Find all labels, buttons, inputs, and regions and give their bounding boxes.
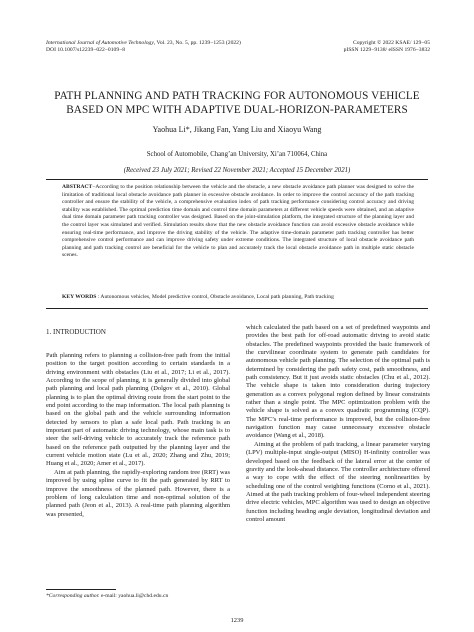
footnote-rule [46, 589, 116, 590]
right-column [246, 324, 430, 524]
keywords [62, 294, 414, 302]
abstract [62, 184, 414, 260]
keywords-text: : Autonomous vehicles, Model predictive control, Obstacle avoidance, Local path planning, Path tracking [96, 294, 334, 300]
paragraph: Aim at path planning, the rapidly-exploring random tree (RRT) was improved by using spline curve to fit the path generated by RRT to improve the smoothness of the planned path. However, there is a problem of long calculation time and non-optimal solution of the planned path (Jeon et al., 2013). A real-time path planning algorithm was presented, [46, 468, 230, 518]
abstract-label: ABSTRACT [62, 184, 93, 190]
issn: pISSN 1229−9138/ eISSN 1976−3832 [343, 47, 430, 53]
journal-citation [46, 40, 276, 47]
abstract-bottom-rule [46, 308, 428, 309]
footnote [46, 593, 168, 599]
doi: DOI 10.1007/s12239−022−0109−8 [46, 47, 126, 53]
paragraph: Path planning refers to planning a collision-free path from the initial position to the target position according to certain standards in a driving environment with obstacles (Liu et al., 2017; Li et al., 2017). According to the scope of planning, it is generally divided into global path planning and local path planning (Dolgov et al., 2010). Global planning is to plan the optimal driving route from the start point to the end point according to the map information. The local path planning is based on the global path and the vehicle surrounding information detected by sensors to plan a safe local path. Path tracking is an important part of automatic driving technology, whose main task is to steer the self-driving vehicle to accurately track the reference path based on the reference path outputted by the planning layer and the current vehicle motion state (Lu et al., 2020; Zhang and Zhu, 2019; Huang et al., 2020; Amer et al., 2017). [46, 352, 230, 468]
paragraph: Aiming at the problem of path tracking, a linear parameter varying (LPV) multiple-input single-output (MISO) H-infinity controller was developed based on the feedback of the lateral error at the center of gravity and the look-ahead distance. The controller architecture offered a way to cope with the effect of the steering nonlinearities by scheduling one of the control weighting functions (Corno et al., 2021). Aimed at the path tracking problem of four-wheel independent steering drive electric vehicles, MPC algorithm was used to design an objective function including heading angle deviation, longitudinal deviation and control amount [246, 440, 430, 523]
left-column [46, 352, 230, 519]
authors: Yaohua Li*, Jikang Fan, Yang Liu and Xiaoyu Wang [152, 125, 322, 134]
section-heading: 1. INTRODUCTION [46, 328, 106, 336]
page-number: 1239 [230, 617, 244, 624]
paper-title: PATH PLANNING AND PATH TRACKING FOR AUTONOMOUS VEHICLE BASED ON MPC WITH ADAPTIVE DUAL-HORIZON-PARAMETERS [54, 90, 420, 116]
journal-name: International Journal of Automotive Technology [46, 40, 154, 46]
footnote-label: *Corresponding author. [46, 593, 100, 599]
journal-header [46, 40, 276, 54]
journal-volume: , Vol. 23, No. 5, pp. 1239−1253 (2022) [153, 40, 241, 46]
copyright: Copyright © 2022 KSAE/ 129−05 [352, 40, 430, 46]
abstract-text: −According to the position relationship between the vehicle and the obstacle, a new obstacle avoidance path planner was designed to solve the limitation of traditional local obstacle avoidance path planner in excessive obstacle avoidance. In order to improve the control accuracy of the path tracking controller and ensure the stability of the vehicle, a comprehensive evaluation index of path tracking performance considering control accuracy and driving stability was established. The optimal prediction time domain and control time domain parameters at different vehicle speeds were obtained, and an adaptive dual time domain parameter path tracking controller was designed. Based on the joint-simulation platform, the integrated structure of the planning layer and the control layer was simulated and verified. Simulation results show that the new obstacle avoidance function can avoid excessive obstacle avoidance while ensuring real-time performance, and improve the driving stability of the vehicle. The adaptive time-domain parameter path tracking controller has better comprehensive control performance and can improve driving safety under extreme conditions. The integrated structure of local obstacle avoidance path planning and path tracking control are beneficial for the vehicle to plan and accurately track the local obstacle avoidance path in multiple static obstacle scenes. [62, 184, 414, 259]
keywords-label: KEY WORDS [62, 294, 97, 300]
footnote-email: e-mail: yaohua.li@chd.edu.cn [99, 593, 169, 599]
copyright-block [330, 40, 430, 54]
abstract-top-rule [46, 179, 428, 180]
received-dates: (Received 23 July 2021; Revised 22 November 2021; Accepted 15 December 2021) [123, 167, 351, 174]
paragraph: which calculated the path based on a set of predefined waypoints and provides the best path for off-road automatic driving to avoid static obstacles. The predefined waypoints provided the basic framework of the curvilinear coordinate system to generate path candidates for autonomous vehicle path planning. The selection of the optimal path is determined by considering the path safety cost, path smoothness, and path consistency. But it just avoids static obstacles (Chu et al., 2012). The vehicle shape is taken into consideration during trajectory generation as a convex polygonal region defined by linear constraints rather than a single point. The MPC optimization problem with the vehicle shape is solved as a convex quadratic programming (CQP). The MPC’s real-time performance is improved, but the collision-free navigation function may cause unnecessary excessive obstacle avoidance (Wang et al., 2018). [246, 324, 430, 440]
affiliation: School of Automobile, Chang’an University, Xi’an 710064, China [146, 151, 328, 158]
